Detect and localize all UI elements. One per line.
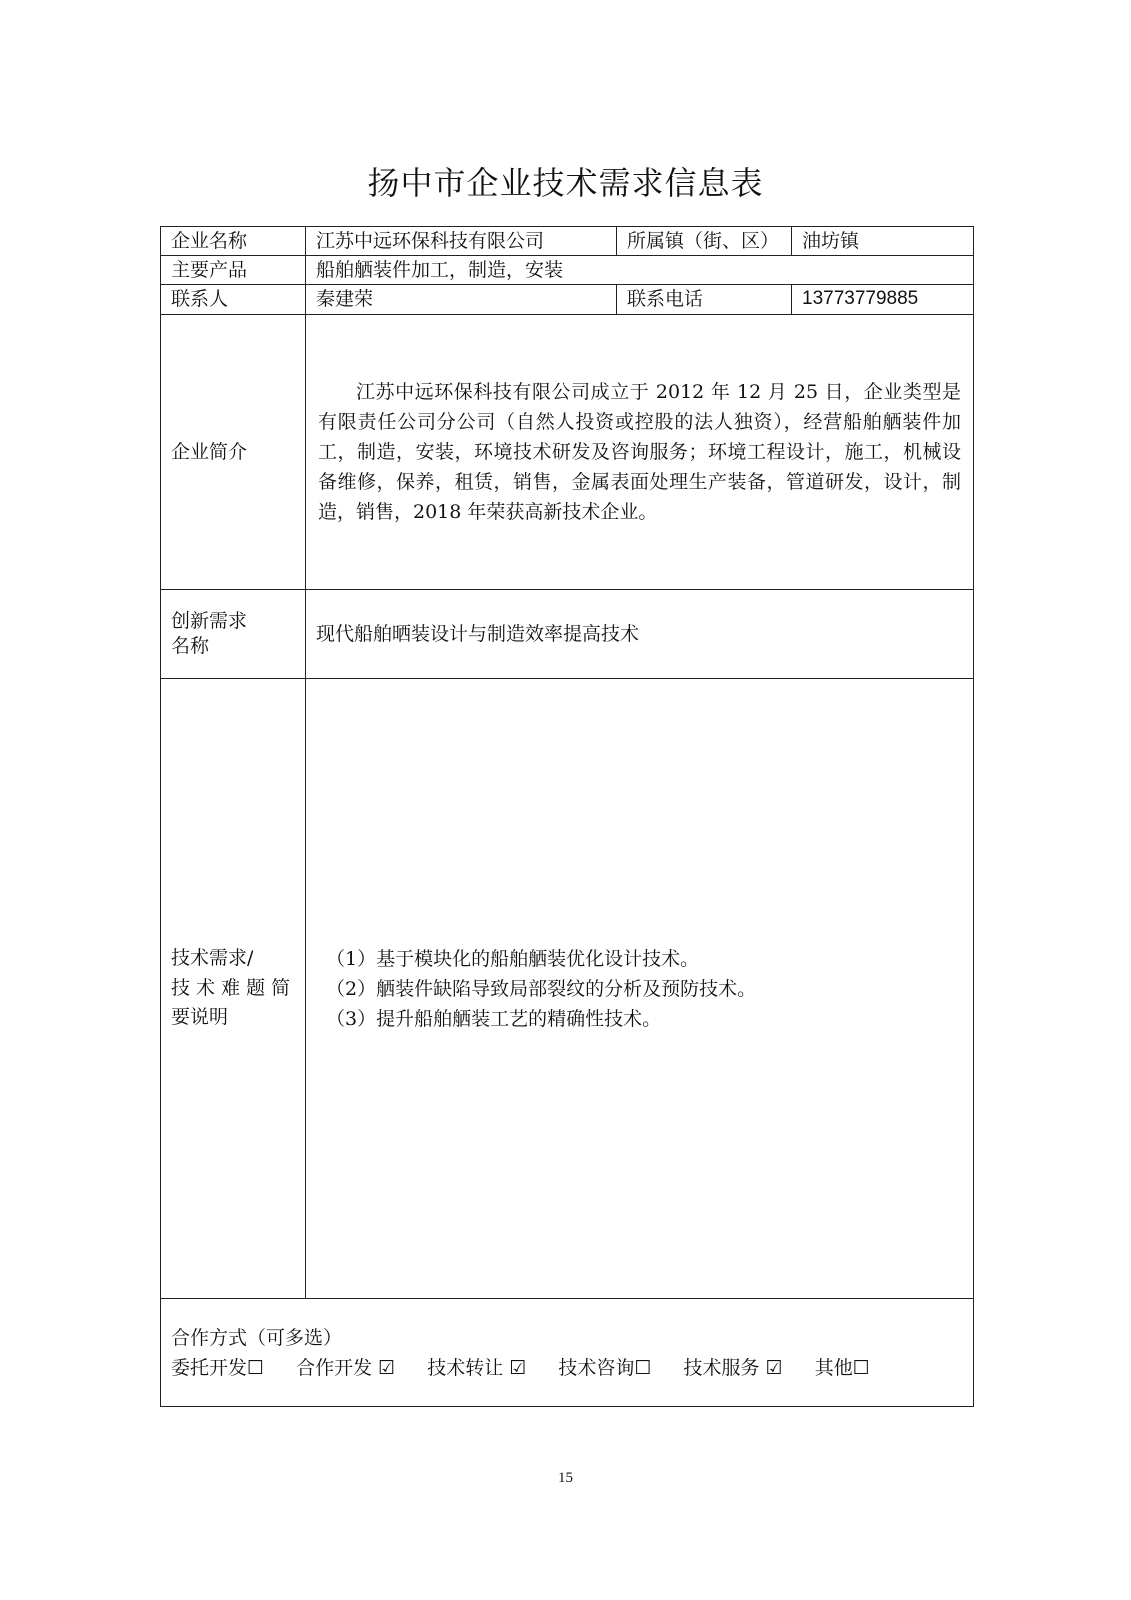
intro-label: 企业简介 <box>161 315 306 590</box>
company-name-value: 江苏中远环保科技有限公司 <box>306 227 617 256</box>
tech-requirements-list <box>306 679 974 1299</box>
option-label: 其他 <box>814 1356 853 1379</box>
phone-label: 联系电话 <box>617 285 792 315</box>
checkbox-empty-icon[interactable]: ☐ <box>852 1356 870 1379</box>
option-tech-consulting[interactable] <box>558 1357 651 1379</box>
row-cooperation <box>161 1299 974 1407</box>
page-title: 扬中市企业技术需求信息表 <box>367 164 764 202</box>
option-label: 委托开发 <box>171 1356 248 1379</box>
option-label: 合作开发 <box>296 1356 373 1379</box>
products-value: 船舶舾装件加工，制造，安装 <box>306 256 974 285</box>
innovation-name-value: 现代船舶晒装设计与制造效率提高技术 <box>306 590 974 679</box>
innovation-label <box>161 590 306 679</box>
option-commissioned-dev[interactable] <box>171 1357 264 1379</box>
tech-item: （2）舾装件缺陷导致局部裂纹的分析及预防技术。 <box>326 977 757 1000</box>
company-intro-text: 江苏中远环保科技有限公司成立于 2012 年 12 月 25 日，企业类型是有限责任公司分公司（自然人投资或控股的法人独资），经营船舶舾装件加工，制造，安装，环境技术研发及咨询服务；环境工程设计，施工，机械设备维修，保养，租赁，销售，金属表面处理生产装备，管道研发，设计，制造，销售，2018 年荣获高新技术企业。 <box>318 381 961 523</box>
company-name-label: 企业名称 <box>161 227 306 256</box>
tech-label-line1: 技术需求/ <box>171 947 254 970</box>
option-label: 技术转让 <box>427 1356 504 1379</box>
intro-cell <box>306 315 974 590</box>
option-tech-service[interactable] <box>684 1357 783 1379</box>
cooperation-title: 合作方式（可多选） <box>171 1326 343 1349</box>
row-company <box>161 227 974 256</box>
contact-value: 秦建荣 <box>306 285 617 315</box>
cooperation-options <box>171 1353 963 1383</box>
tech-label-line3: 要说明 <box>171 1006 229 1029</box>
checkbox-checked-icon[interactable]: ☑ <box>765 1356 783 1379</box>
row-tech-requirements <box>161 679 974 1299</box>
tech-item: （3）提升船舶舾装工艺的精确性技术。 <box>326 1007 662 1030</box>
checkbox-empty-icon[interactable]: ☐ <box>634 1356 652 1379</box>
innovation-label-line1: 创新需求 <box>171 610 248 633</box>
checkbox-checked-icon[interactable]: ☑ <box>378 1356 396 1379</box>
option-label: 技术咨询 <box>558 1356 635 1379</box>
row-contact <box>161 285 974 315</box>
checkbox-empty-icon[interactable]: ☐ <box>247 1356 265 1379</box>
contact-label: 联系人 <box>161 285 306 315</box>
requirement-form-table <box>160 226 974 1407</box>
products-label: 主要产品 <box>161 256 306 285</box>
option-joint-dev[interactable] <box>296 1357 395 1379</box>
tech-label <box>161 679 306 1299</box>
option-label: 技术服务 <box>683 1356 760 1379</box>
checkbox-checked-icon[interactable]: ☑ <box>509 1356 527 1379</box>
cooperation-cell <box>161 1299 974 1407</box>
innovation-label-line2: 名称 <box>171 635 210 657</box>
row-products <box>161 256 974 285</box>
tech-item: （1）基于模块化的船舶舾装优化设计技术。 <box>326 947 700 970</box>
town-label: 所属镇（街、区） <box>617 227 792 256</box>
option-tech-transfer[interactable] <box>427 1357 526 1379</box>
phone-value: 13773779885 <box>792 285 974 315</box>
row-innovation <box>161 590 974 679</box>
town-value: 油坊镇 <box>792 227 974 256</box>
row-intro <box>161 315 974 590</box>
option-other[interactable] <box>815 1357 870 1379</box>
tech-label-line2: 技 术 难 题 简 <box>171 976 291 999</box>
page-number: 15 <box>558 1470 573 1486</box>
